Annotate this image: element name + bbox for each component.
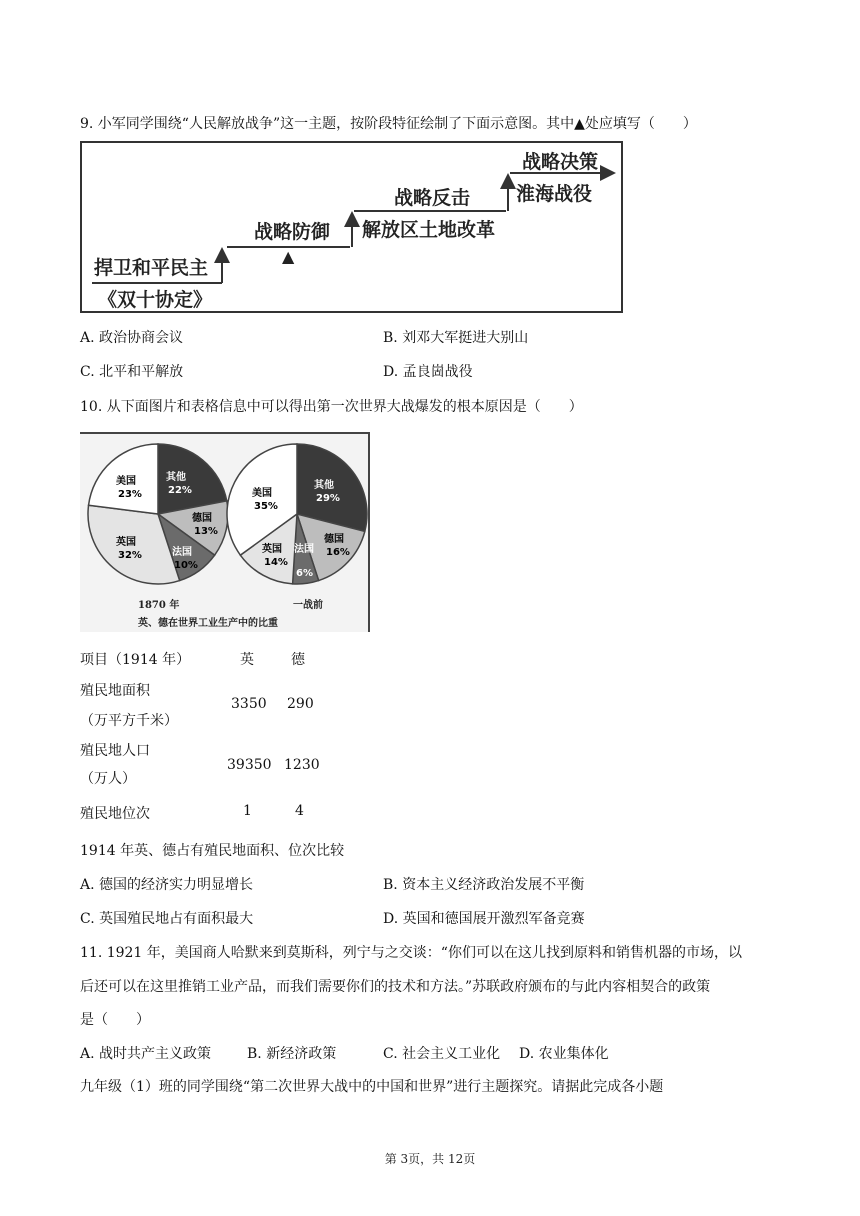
pie-prewar-other-pct: 29% — [316, 493, 340, 504]
table-row-1-label2: （万平方千米） — [80, 713, 178, 729]
table-row-2-uk: 39350 — [227, 757, 272, 773]
pie-caption-1870: 1870 年 — [138, 600, 180, 611]
pie-1870-us-pct: 23% — [118, 489, 142, 500]
q10-option-b[interactable]: B. 资本主义经济政治发展不平衡 — [383, 877, 585, 893]
q11-stem-line3: 是（ ） — [80, 1012, 150, 1028]
table-row-1-label: 殖民地面积 — [80, 683, 150, 699]
table-row-1-uk: 3350 — [231, 696, 267, 712]
pie-1870-uk-label: 英国 — [116, 537, 136, 548]
table-header-item: 项目（1914 年） — [80, 652, 191, 668]
pie-caption-prewar: 一战前 — [293, 600, 323, 611]
step3-label-1: 战略反击 — [394, 187, 471, 209]
q9-option-a[interactable]: A. 政治协商会议 — [80, 330, 184, 346]
pie-prewar-us-pct: 35% — [254, 501, 278, 512]
q10-option-d[interactable]: D. 英国和德国展开激烈军备竞赛 — [383, 911, 585, 927]
table-row-2-label: 殖民地人口 — [80, 743, 150, 759]
pie-1870-us-label: 美国 — [116, 476, 136, 487]
pie-prewar-uk-pct: 14% — [264, 557, 288, 568]
q10-option-c[interactable]: C. 英国殖民地占有面积最大 — [80, 911, 254, 927]
section-intro: 九年级（1）班的同学围绕“第二次世界大战中的中国和世界”进行主题探究。请据此完成各小题 — [80, 1079, 664, 1095]
pie-prewar-fr-label: 法国 — [294, 544, 314, 555]
q11-option-c[interactable]: C. 社会主义工业化 — [383, 1046, 501, 1062]
q9-option-c[interactable]: C. 北平和平解放 — [80, 364, 184, 380]
pie-caption-main: 英、德在世界工业生产中的比重 — [138, 618, 278, 629]
step3-label-2: 解放区土地改革 — [362, 219, 496, 241]
step4-label-2: 淮海战役 — [516, 183, 593, 205]
table-row-2-de: 1230 — [284, 757, 320, 773]
q11-option-a[interactable]: A. 战时共产主义政策 — [80, 1046, 212, 1062]
pie-1870-de-label: 德国 — [192, 513, 212, 524]
pie-prewar-fr-pct: 6% — [296, 568, 313, 579]
q11-stem-line2: 后还可以在这里推销工业产品，而我们需要你们的技术和方法。”苏联政府颁布的与此内容相契合的政策 — [80, 979, 711, 995]
step1-label-1: 捍卫和平民主 — [94, 257, 209, 279]
pie-prewar — [227, 444, 367, 584]
table-row-3-label: 殖民地位次 — [80, 806, 150, 822]
pie-chart-figure — [80, 432, 370, 632]
pie-prewar-uk-label: 英国 — [262, 544, 282, 555]
pie-charts — [80, 434, 368, 604]
pie-prewar-other-label: 其他 — [314, 480, 334, 491]
pie-1870-other-label: 其他 — [166, 472, 186, 483]
q9-option-b[interactable]: B. 刘邓大军挺进大别山 — [383, 330, 529, 346]
pie-1870-de-pct: 13% — [194, 526, 218, 537]
table-caption: 1914 年英、德占有殖民地面积、位次比较 — [80, 843, 345, 859]
pie-prewar-de-pct: 16% — [326, 547, 350, 558]
table-row-1-de: 290 — [287, 696, 314, 712]
q11-option-d[interactable]: D. 农业集体化 — [519, 1046, 609, 1062]
table-row-3-de: 4 — [295, 803, 304, 819]
q9-stem: 9. 小军同学围绕“人民解放战争”这一主题，按阶段特征绘制了下面示意图。其中▲处应填写（ ） — [80, 116, 697, 132]
table-row-3-uk: 1 — [243, 803, 252, 819]
pie-1870-other-pct: 22% — [168, 485, 192, 496]
step2-marker: ▲ — [282, 247, 295, 266]
pie-1870-fr-pct: 10% — [174, 560, 198, 571]
pie-1870-uk-pct: 32% — [118, 550, 142, 561]
q10-stem: 10. 从下面图片和表格信息中可以得出第一次世界大战爆发的根本原因是（ ） — [80, 399, 583, 415]
step4-label-1: 战略决策 — [522, 151, 599, 173]
step2-label-1: 战略防御 — [254, 221, 331, 243]
pie-1870-fr-label: 法国 — [172, 547, 192, 558]
q11-option-b[interactable]: B. 新经济政策 — [247, 1046, 337, 1062]
stair-diagram — [80, 141, 623, 313]
q11-stem-line1: 11. 1921 年，美国商人哈默来到莫斯科，列宁与之交谈：“你们可以在这儿找到原料和销售机器的市场，以 — [80, 945, 742, 961]
table-header-de: 德 — [291, 652, 305, 668]
q10-option-a[interactable]: A. 德国的经济实力明显增长 — [80, 877, 254, 893]
table-row-2-label2: （万人） — [80, 771, 136, 787]
table-header-uk: 英 — [240, 652, 254, 668]
page-footer: 第 3页，共 12页 — [384, 1152, 476, 1166]
pie-prewar-de-label: 德国 — [324, 534, 344, 545]
step1-label-2: 《双十协定》 — [98, 289, 213, 311]
pie-prewar-us-label: 美国 — [252, 488, 272, 499]
q9-option-d[interactable]: D. 孟良崮战役 — [383, 364, 473, 380]
